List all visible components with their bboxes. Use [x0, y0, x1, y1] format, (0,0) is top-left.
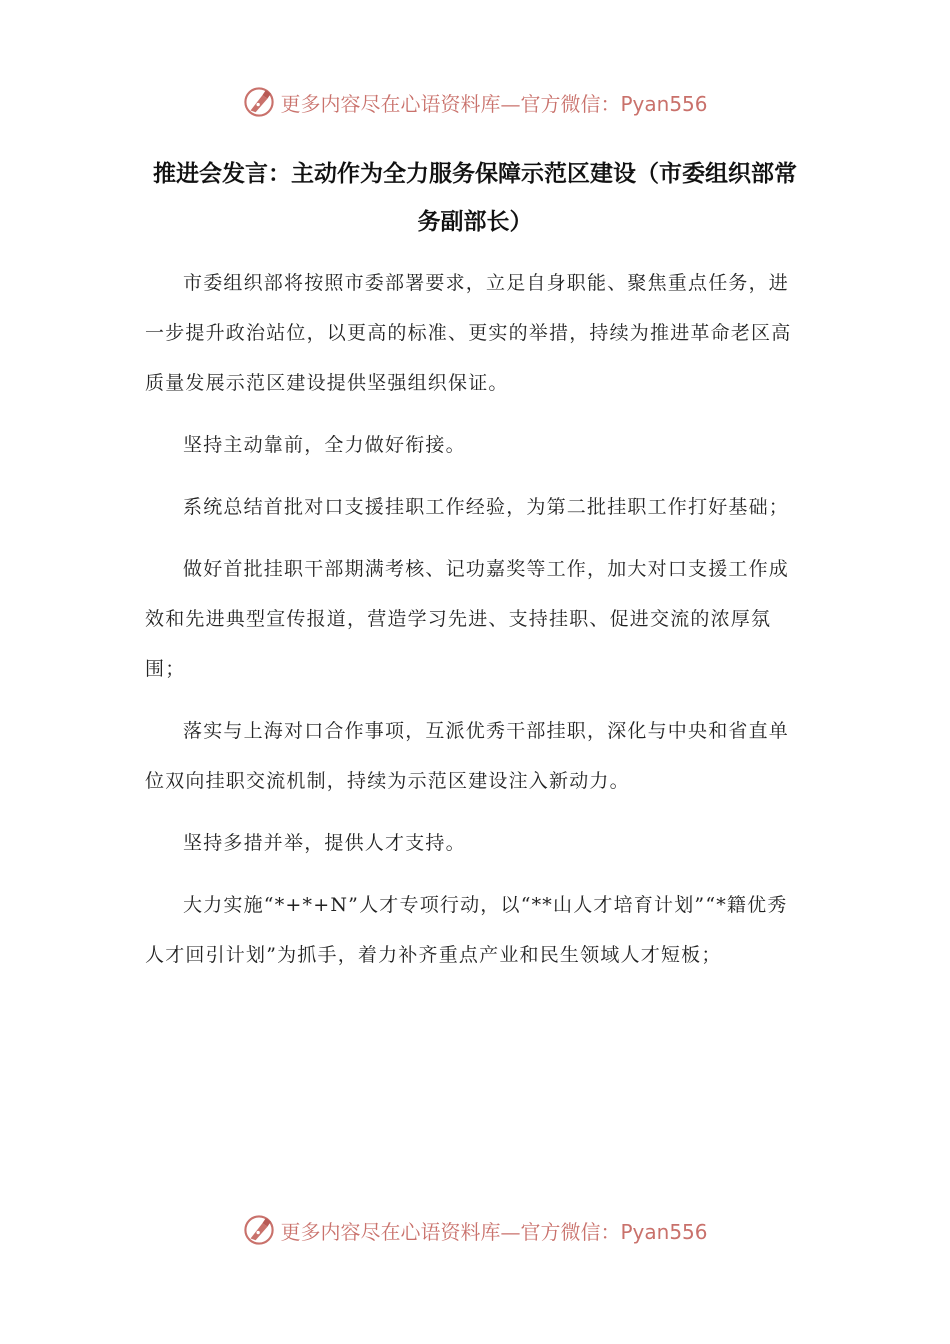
paragraph: 市委组织部将按照市委部署要求，立足自身职能、聚焦重点任务，进一步提升政治站位，以更高的标准、更实的举措，持续为推进革命老区高质量发展示范区建设提供坚强组织保证。 [145, 272, 792, 394]
header-banner [0, 82, 950, 122]
pen-nib-logo-icon [242, 1213, 276, 1247]
paragraph: 坚持主动靠前，全力做好衔接。 [183, 434, 466, 456]
paragraph: 系统总结首批对口支援挂职工作经验，为第二批挂职工作打好基础； [183, 496, 790, 518]
paragraph: 大力实施“*+*+N”人才专项行动，以“**山人才培育计划”“*籍优秀人才回引计划”为抓手，着力补齐重点产业和民生领域人才短板； [145, 894, 788, 966]
footer-banner [0, 1210, 950, 1250]
paragraph: 做好首批挂职干部期满考核、记功嘉奖等工作，加大对口支援工作成效和先进典型宣传报道，营造学习先进、支持挂职、促进交流的浓厚氛围； [145, 558, 790, 680]
banner-text: 更多内容尽在心语资料库—官方微信：Pyan556 [280, 91, 708, 116]
wechat-id: Pyan556 [620, 91, 708, 116]
pen-nib-logo-icon [242, 85, 276, 119]
banner-text: 更多内容尽在心语资料库—官方微信：Pyan556 [280, 1219, 708, 1244]
paragraph: 落实与上海对口合作事项，互派优秀干部挂职，深化与中央和省直单位双向挂职交流机制，持续为示范区建设注入新动力。 [145, 720, 790, 792]
document-body [145, 258, 805, 992]
document-title: 推进会发言：主动作为全力服务保障示范区建设（市委组织部常务副部长） [153, 161, 797, 235]
wechat-id: Pyan556 [620, 1219, 708, 1244]
paragraph: 坚持多措并举，提供人才支持。 [183, 832, 466, 854]
